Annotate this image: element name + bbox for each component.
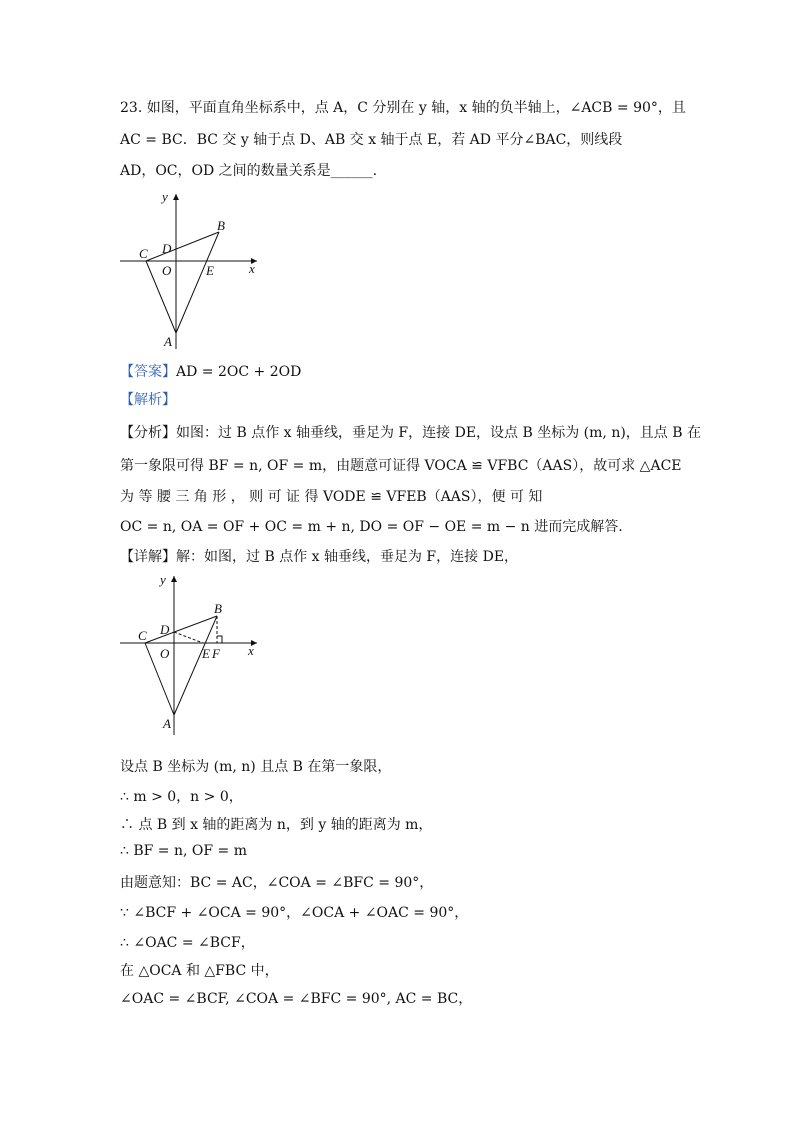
analysis-tag: 【解析】 xyxy=(120,392,176,408)
solution-line: ∵ ∠BCF + ∠OCA = 90°，∠OCA + ∠OAC = 90°， xyxy=(120,905,469,921)
solution-line: ∠OAC = ∠BCF, ∠COA = ∠BFC = 90°, AC = BC， xyxy=(120,991,473,1007)
label-d: D xyxy=(160,622,170,637)
solution-line: 由题意知：BC = AC，∠COA = ∠BFC = 90°， xyxy=(120,875,434,891)
label-e: E xyxy=(202,646,210,661)
segment-ab xyxy=(176,232,219,333)
label-f: F xyxy=(212,646,220,661)
problem-line-2: AC = BC．BC 交 y 轴于点 D、AB 交 x 轴于点 E，若 AD 平分∠BAC，则线段 xyxy=(120,132,623,148)
solution-line: ∴ BF = n, OF = m xyxy=(120,843,248,859)
analysis-line-3: 为 等 腰 三 角 形 ， 则 可 证 得 VODE ≌ VFEB（AAS），便 可 知 xyxy=(120,489,543,505)
detail-line-1: 【详解】解：如图，过 B 点作 x 轴垂线，垂足为 F，连接 DE， xyxy=(120,549,519,565)
answer-tag: 【答案】 xyxy=(120,364,176,380)
figure-2 xyxy=(112,570,272,740)
right-angle-mark xyxy=(217,636,222,643)
analysis-line-2: 第一象限可得 BF = n, OF = m，由题意可证得 VOCA ≌ VFBC（AAS），故可求 △ACE xyxy=(120,458,682,474)
answer-text: AD = 2OC + 2OD xyxy=(176,364,302,380)
label-o: O xyxy=(162,263,172,278)
segment-cb xyxy=(145,616,217,643)
label-b: B xyxy=(217,218,225,233)
problem-line-1: 23. 如图，平面直角坐标系中，点 A，C 分别在 y 轴，x 轴的负半轴上，∠ACB = 90°，且 xyxy=(120,100,686,116)
solution-line: ∴ ∠OAC = ∠BCF， xyxy=(120,935,255,951)
label-a: A xyxy=(163,716,171,731)
analysis-line-4: OC = n, OA = OF + OC = m + n, DO = OF − OE = m − n 进而完成解答. xyxy=(120,519,623,535)
label-a: A xyxy=(164,334,172,349)
label-b: B xyxy=(214,601,222,616)
solution-line: 在 △OCA 和 △FBC 中， xyxy=(120,963,279,979)
segment-ab xyxy=(174,616,217,715)
segment-ca xyxy=(146,261,176,333)
figure-1 xyxy=(112,184,272,354)
label-x: x xyxy=(249,261,255,276)
analysis-line-1: 【分析】如图：过 B 点作 x 轴垂线，垂足为 F，连接 DE，设点 B 坐标为 (m, n)，且点 B 在 xyxy=(120,425,701,441)
segment-de-dashed xyxy=(174,632,203,643)
answer-line xyxy=(120,362,301,382)
label-o: O xyxy=(160,646,170,661)
solution-line: 设点 B 坐标为 (m, n) 且点 B 在第一象限， xyxy=(120,759,392,775)
label-d: D xyxy=(162,241,172,256)
label-y: y xyxy=(162,189,168,204)
label-x: x xyxy=(248,643,254,658)
solution-line: ∴ m > 0，n > 0， xyxy=(120,789,243,805)
label-c: C xyxy=(138,628,147,643)
label-c: C xyxy=(139,246,148,261)
solution-line: ∴ 点 B 到 x 轴的距离为 n，到 y 轴的距离为 m， xyxy=(120,817,433,833)
problem-line-3: AD，OC，OD 之间的数量关系是______. xyxy=(120,163,378,179)
label-y: y xyxy=(160,572,166,587)
label-e: E xyxy=(206,263,214,278)
